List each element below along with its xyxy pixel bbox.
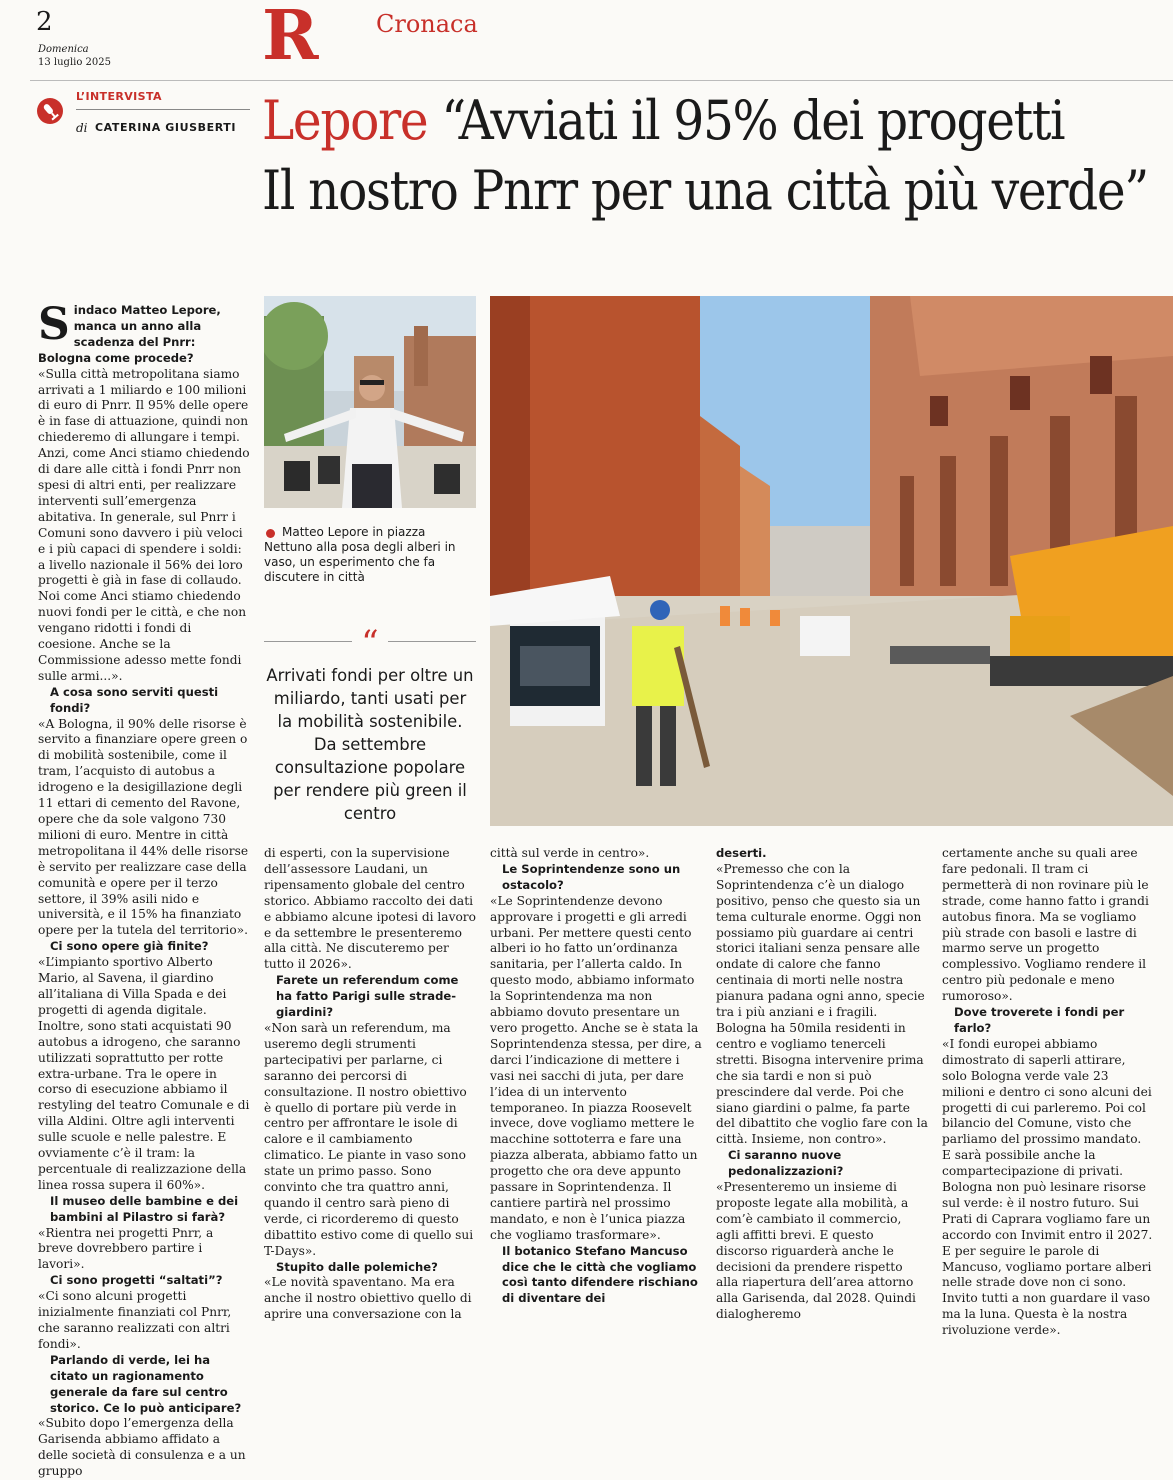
answer: «L’impianto sportivo Alberto Mario, al Savena, il giardino all’italiana di Villa Spada e dei progetti di agenda digitale. Inoltre, sono stati acquistati 90 autobus a idrogeno, che saranno utilizzati soprattutto per rotte extra-urbane. Tra le opere in corso di esecuzione abbiamo il restyling del teatro Comunale e di villa Aldini. Oltre agli interventi sulle scuole e nelle palestre. E ovviamente c’è il tram: la percentuale di realizzazione della linea rossa supera il 60%». [38, 955, 250, 1192]
article-column-1 [38, 299, 250, 1480]
interview-tag: L’INTERVISTA [76, 90, 162, 103]
newspaper-logo: R [262, 0, 319, 76]
answer: città sul verde in centro». [490, 846, 650, 860]
question: Ci saranno nuove pedonalizzazioni? [728, 1148, 844, 1179]
answer: «Le Soprintendenze devono approvare i progetti e gli arredi urbani. Per mettere questi cento alberi io ho fatto un’ordinanza sanitaria, per l’allerta caldo. In questo modo, abbiamo informato la Soprintendenza ma non abbiamo dovuto presentare un vero progetto. Anche se è stata la Soprintendenza stessa, per dire, a darci l’indicazione di mettere i vasi nei sacchi di juta, per dare l’idea di un intervento temporaneo. In piazza Roosevelt invece, dove vogliamo mettere le macchine sottoterra e fare una piazza alberata, abbiamo fatto un progetto che ora deve appunto passare in Soprintendenza. Il cantiere partirà nel prossimo mandato, e non è l’unica piazza che vogliamo trasformare». [490, 893, 702, 1242]
question: deserti. [716, 846, 767, 860]
pullquote-rule-right [388, 641, 476, 642]
drop-cap: S [38, 299, 70, 350]
pullquote-rule-left [264, 641, 352, 642]
headline-line-1: “Avviati il 95% dei progetti [441, 89, 1065, 152]
question: Parlando di verde, lei ha citato un ragionamento generale da fare sul centro storico. Ce lo può anticipare? [50, 1352, 242, 1415]
answer: «Non sarà un referendum, ma useremo degli strumenti partecipativi per parlarne, ci saranno dei percorsi di consultazione. Il nostro obiettivo è quello di portare più verde in centro per affrontare le isole di calore e il cambiamento climatico. Le piante in vaso sono state un primo passo. Sono convinto che tra quattro anni, quando il centro sarà pieno di verde, ci ricorderemo di questo dibattito estivo come di quello sui T-Days». [264, 1020, 474, 1258]
question: Ci sono progetti “saltati”? [50, 1273, 223, 1288]
answer: «Sulla città metropolitana siamo arrivati a 1 miliardo e 100 milioni di euro di Pnrr. Il 95% delle opere è in fase di attuazione, quindi non chiederemo di allungare i tempi. Anzi, come Anci stiamo chiedendo di dare alle città i fondi Pnrr non spesi di altri enti, per realizzare interventi sull’emergenza abitativa. In generale, sul Pnrr i Comuni sono davvero i più veloci e i più capaci di spendere i soldi: a livello nazionale il 56% dei loro progetti è già in fase di collaudo. Noi come Anci stiamo chiedendo nuovi fondi per le città, e che non vengano ridotti i fondi di coesione. Anche se la Commissione adesso mette fondi sulle armi...». [38, 366, 250, 683]
issue-day: Domenica [38, 44, 89, 55]
answer: «I fondi europei abbiamo dimostrato di saperli attirare, solo Bologna verde vale 23 milioni e dentro ci sono alcuni dei progetti di cui parleremo. Poi col bilancio del Comune, visto che parliamo del prossimo mandato. E sarà possibile anche la compartecipazione di privati. Bologna non può lesinare risorse sul verde: è il nostro futuro. Sui Prati di Caprara vogliamo fare un accordo con Invimit entro il 2027. E per seguire le parole di Mancuso, vogliamo portare alberi nelle strade dove non ci sono. Invito tutti a non guardare il vaso ma la luna. Questa è la nostra rivoluzione verde». [942, 1036, 1153, 1338]
question: Farete un referendum come ha fatto Parigi sulle strade-giardini? [276, 973, 459, 1020]
question: Il botanico Stefano Mancuso dice che le città che vogliamo così tanto difendere rischiano di diventare dei [502, 1243, 698, 1306]
question: Stupito dalle polemiche? [276, 1259, 438, 1274]
answer: «Ci sono alcuni progetti inizialmente finanziati col Pnrr, che saranno realizzati con altri fondi». [38, 1289, 232, 1351]
page-number: 2 [36, 7, 53, 37]
question: Le Soprintendenze sono un ostacolo? [502, 861, 681, 892]
microphone-icon [37, 98, 63, 124]
question [38, 299, 250, 367]
headline [262, 86, 1148, 226]
article-column-5 [942, 846, 1154, 1339]
pull-quote: Arrivati fondi per oltre un miliardo, tanti usati per la mobilità sostenibile. Da settembre consultazione popolare per rendere più green il centro [266, 666, 474, 823]
photo-caption: Matteo Lepore in piazza Nettuno alla posa degli alberi in vaso, un esperimento che fa discutere in città [264, 525, 456, 584]
quote-mark-icon: “ [361, 623, 379, 663]
street-construction-photo [490, 296, 1173, 826]
byline-author: CATERINA GIUSBERTI [95, 121, 237, 134]
byline-prefix: di [76, 121, 88, 135]
question: Ci sono opere già finite? [50, 939, 209, 954]
answer: «A Bologna, il 90% delle risorse è servito a finanziare opere green o di mobilità sostenibile, come il tram, l’acquisto di autobus a idrogeno e la desigillazione degli 11 ettari di cemento del Ravone, opere che da sole valgono 730 milioni di euro. Mentre in città metropolitana il 44% delle risorse è servito per realizzare case della comunità e opere per il terzo settore, il 39% asili nido e università, e il 15% ha finanziato opere per la tutela del territorio». [38, 716, 249, 938]
question: A cosa sono serviti questi fondi? [50, 684, 219, 715]
article-column-2 [264, 846, 476, 1323]
answer: «Premesso che con la Soprintendenza c’è un dialogo positivo, penso che questo sia un tema culturale enorme. Oggi non possiamo più guardare ai centri storici italiani senza pensare alle ondate di calore che fanno centinaia di morti nelle nostra pianura padana ogni anno, specie tra i più anziani e i fragili. Bologna ha 50mila residenti in centro e vogliamo tenerceli stretti. Bisogna intervenire prima che sia tardi e non si può prescindere dal verde. Poi che siano giardini o palme, fa parte del dibattito che voglio fare con la città. Insieme, non contro». [716, 861, 928, 1147]
question-text: indaco Matteo Lepore, manca un anno alla scadenza del Pnrr: Bologna come procede? [38, 303, 221, 365]
article-column-4 [716, 846, 928, 1323]
article-column-3 [490, 846, 702, 1307]
tag-divider [76, 109, 250, 110]
headline-line-2: Il nostro Pnrr per una città più verde” [262, 159, 1148, 222]
section-title: Cronaca [376, 10, 478, 38]
headline-name: Lepore [262, 89, 428, 152]
answer: «Rientra nei progetti Pnrr, a breve dovrebbero partire i lavori». [38, 1225, 214, 1272]
question: Dove troverete i fondi per farlo? [954, 1005, 1125, 1035]
answer: «Subito dopo l’emergenza della Garisenda abbiamo affidato a delle società di consulenza e a un gruppo [38, 1416, 246, 1479]
issue-date: 13 luglio 2025 [38, 57, 111, 68]
answer: «Presenteremo un insieme di proposte legate alla mobilità, a com’è cambiato il commercio, agli affitti brevi. E questo discorso riguarderà anche le decisioni da prendere rispetto alla riapertura dell’area attorno alla Garisenda, dal 2028. Quindi dialogheremo [716, 1180, 916, 1322]
answer: certamente anche su quali aree fare pedonali. Il tram ci permetterà di non rovinare più le strade, come hanno fatto i grandi autobus finora. Ma se vogliamo più strade con basoli e lastre di marmo serve un progetto complessivo. Vogliamo rendere il centro più pedonale e meno rumoroso». [942, 846, 1149, 1004]
answer: di esperti, con la supervisione dell’assessore Laudani, un ripensamento globale del centro storico. Abbiamo raccolto dei dati e abbiamo alcune ipotesi di lavoro e da settembre le presenteremo alla città. Ne discuteremo per tutto il 2026». [264, 846, 476, 972]
answer: «Le novità spaventano. Ma era anche il nostro obiettivo quello di aprire una conversazione con la [264, 1275, 472, 1322]
header-divider [30, 80, 1173, 81]
portrait-photo [264, 296, 476, 508]
question: Il museo delle bambine e dei bambini al Pilastro si farà? [50, 1193, 239, 1224]
